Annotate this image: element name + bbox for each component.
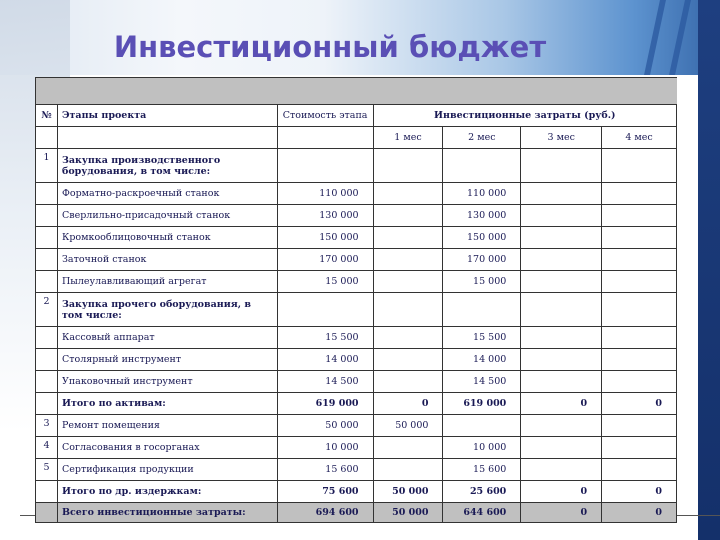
row-cost: 130 000 <box>277 205 373 227</box>
row-stage-name: Итого по др. издержкам: <box>57 481 277 503</box>
row-month-2 <box>443 149 521 183</box>
row-month-2: 150 000 <box>443 227 521 249</box>
row-month-1 <box>373 183 443 205</box>
subheader-row <box>36 127 677 149</box>
row-month-2: 644 600 <box>443 503 521 523</box>
header-month-4: 4 мес <box>602 127 677 149</box>
row-month-1 <box>373 371 443 393</box>
row-month-4 <box>602 327 677 349</box>
row-month-1 <box>373 293 443 327</box>
row-month-1 <box>373 437 443 459</box>
row-month-3 <box>521 371 602 393</box>
row-index: 5 <box>36 459 58 481</box>
row-month-3 <box>521 149 602 183</box>
table-row <box>36 327 677 349</box>
row-month-4 <box>602 349 677 371</box>
row-stage-name: Форматно-раскроечный станок <box>57 183 277 205</box>
total-row <box>36 503 677 523</box>
row-month-4 <box>602 149 677 183</box>
row-cost: 170 000 <box>277 249 373 271</box>
row-month-4 <box>602 371 677 393</box>
row-month-1 <box>373 249 443 271</box>
row-cost: 110 000 <box>277 183 373 205</box>
row-month-1 <box>373 271 443 293</box>
row-stage-name: Сертификация продукции <box>57 459 277 481</box>
row-month-3: 0 <box>521 503 602 523</box>
row-month-2: 110 000 <box>443 183 521 205</box>
table-row <box>36 437 677 459</box>
row-month-4: 0 <box>602 481 677 503</box>
header-month-3: 3 мес <box>521 127 602 149</box>
row-index <box>36 327 58 349</box>
table-row <box>36 227 677 249</box>
row-month-1 <box>373 459 443 481</box>
row-stage-name: Упаковочный инструмент <box>57 371 277 393</box>
row-index: 2 <box>36 293 58 327</box>
header-invest: Инвестиционные затраты (руб.) <box>373 105 676 127</box>
table-row <box>36 149 677 183</box>
row-index <box>36 227 58 249</box>
header-num: № <box>36 105 58 127</box>
row-cost: 694 600 <box>277 503 373 523</box>
table-row <box>36 293 677 327</box>
row-cost: 75 600 <box>277 481 373 503</box>
row-month-1: 50 000 <box>373 415 443 437</box>
row-stage-name: Заточной станок <box>57 249 277 271</box>
side-bar-decoration <box>698 0 720 540</box>
row-stage-name: Всего инвестиционные затраты: <box>57 503 277 523</box>
row-index <box>36 371 58 393</box>
row-cost: 14 500 <box>277 371 373 393</box>
row-month-2: 619 000 <box>443 393 521 415</box>
row-cost: 10 000 <box>277 437 373 459</box>
header-month-1: 1 мес <box>373 127 443 149</box>
row-month-1 <box>373 349 443 371</box>
row-month-1 <box>373 327 443 349</box>
row-index: 4 <box>36 437 58 459</box>
row-month-4: 0 <box>602 393 677 415</box>
row-index <box>36 205 58 227</box>
row-cost: 50 000 <box>277 415 373 437</box>
row-month-2: 10 000 <box>443 437 521 459</box>
row-month-3 <box>521 271 602 293</box>
row-month-2: 14 500 <box>443 371 521 393</box>
row-cost: 14 000 <box>277 349 373 371</box>
row-month-3 <box>521 349 602 371</box>
row-month-3 <box>521 327 602 349</box>
row-month-2 <box>443 415 521 437</box>
row-index <box>36 393 58 415</box>
row-index: 1 <box>36 149 58 183</box>
row-month-4: 0 <box>602 503 677 523</box>
row-month-2: 15 000 <box>443 271 521 293</box>
row-month-4 <box>602 459 677 481</box>
row-index <box>36 249 58 271</box>
table-row <box>36 349 677 371</box>
row-month-3 <box>521 205 602 227</box>
row-month-1: 0 <box>373 393 443 415</box>
row-month-3: 0 <box>521 481 602 503</box>
row-index <box>36 481 58 503</box>
row-stage-name: Пылеулавливающий агрегат <box>57 271 277 293</box>
row-month-1 <box>373 205 443 227</box>
header-row <box>36 105 677 127</box>
table-row <box>36 459 677 481</box>
row-month-4 <box>602 249 677 271</box>
row-index <box>36 503 58 523</box>
row-stage-name: Сверлильно-присадочный станок <box>57 205 277 227</box>
header-month-2: 2 мес <box>443 127 521 149</box>
row-month-2 <box>443 293 521 327</box>
row-month-3 <box>521 415 602 437</box>
row-month-4 <box>602 271 677 293</box>
row-month-3 <box>521 293 602 327</box>
row-month-2: 130 000 <box>443 205 521 227</box>
row-month-3 <box>521 227 602 249</box>
row-month-1: 50 000 <box>373 481 443 503</box>
row-cost: 15 000 <box>277 271 373 293</box>
table-row <box>36 481 677 503</box>
table-row <box>36 205 677 227</box>
row-cost: 15 500 <box>277 327 373 349</box>
row-index: 3 <box>36 415 58 437</box>
slide-title: Инвестиционный бюджет <box>113 30 547 64</box>
row-month-1 <box>373 227 443 249</box>
row-month-2: 25 600 <box>443 481 521 503</box>
row-stage-name: Закупка прочего оборудования, в том числе: <box>57 293 277 327</box>
table-row <box>36 249 677 271</box>
table-row <box>36 271 677 293</box>
table-row <box>36 183 677 205</box>
row-month-4 <box>602 227 677 249</box>
table-row <box>36 371 677 393</box>
table-band <box>36 78 677 105</box>
row-cost: 619 000 <box>277 393 373 415</box>
row-index <box>36 349 58 371</box>
row-month-4 <box>602 205 677 227</box>
row-month-4 <box>602 293 677 327</box>
row-month-3: 0 <box>521 393 602 415</box>
row-month-3 <box>521 459 602 481</box>
row-month-3 <box>521 249 602 271</box>
header-stage: Этапы проекта <box>57 105 277 127</box>
row-month-4 <box>602 183 677 205</box>
table-row <box>36 393 677 415</box>
row-month-2: 14 000 <box>443 349 521 371</box>
table-row <box>36 415 677 437</box>
row-month-1 <box>373 149 443 183</box>
row-month-2: 15 600 <box>443 459 521 481</box>
row-stage-name: Закупка производственного борудования, в том числе: <box>57 149 277 183</box>
row-cost: 150 000 <box>277 227 373 249</box>
row-cost <box>277 149 373 183</box>
row-stage-name: Кромкооблицовочный станок <box>57 227 277 249</box>
row-month-2: 170 000 <box>443 249 521 271</box>
row-stage-name: Согласования в госорганах <box>57 437 277 459</box>
row-cost: 15 600 <box>277 459 373 481</box>
investment-budget-table <box>35 77 677 523</box>
row-index <box>36 183 58 205</box>
row-index <box>36 271 58 293</box>
row-month-4 <box>602 437 677 459</box>
row-cost <box>277 293 373 327</box>
row-stage-name: Кассовый аппарат <box>57 327 277 349</box>
row-month-3 <box>521 437 602 459</box>
header-cost: Стоимость этапа <box>277 105 373 127</box>
row-month-2: 15 500 <box>443 327 521 349</box>
row-stage-name: Ремонт помещения <box>57 415 277 437</box>
row-month-4 <box>602 415 677 437</box>
row-stage-name: Столярный инструмент <box>57 349 277 371</box>
row-stage-name: Итого по активам: <box>57 393 277 415</box>
row-month-3 <box>521 183 602 205</box>
row-month-1: 50 000 <box>373 503 443 523</box>
